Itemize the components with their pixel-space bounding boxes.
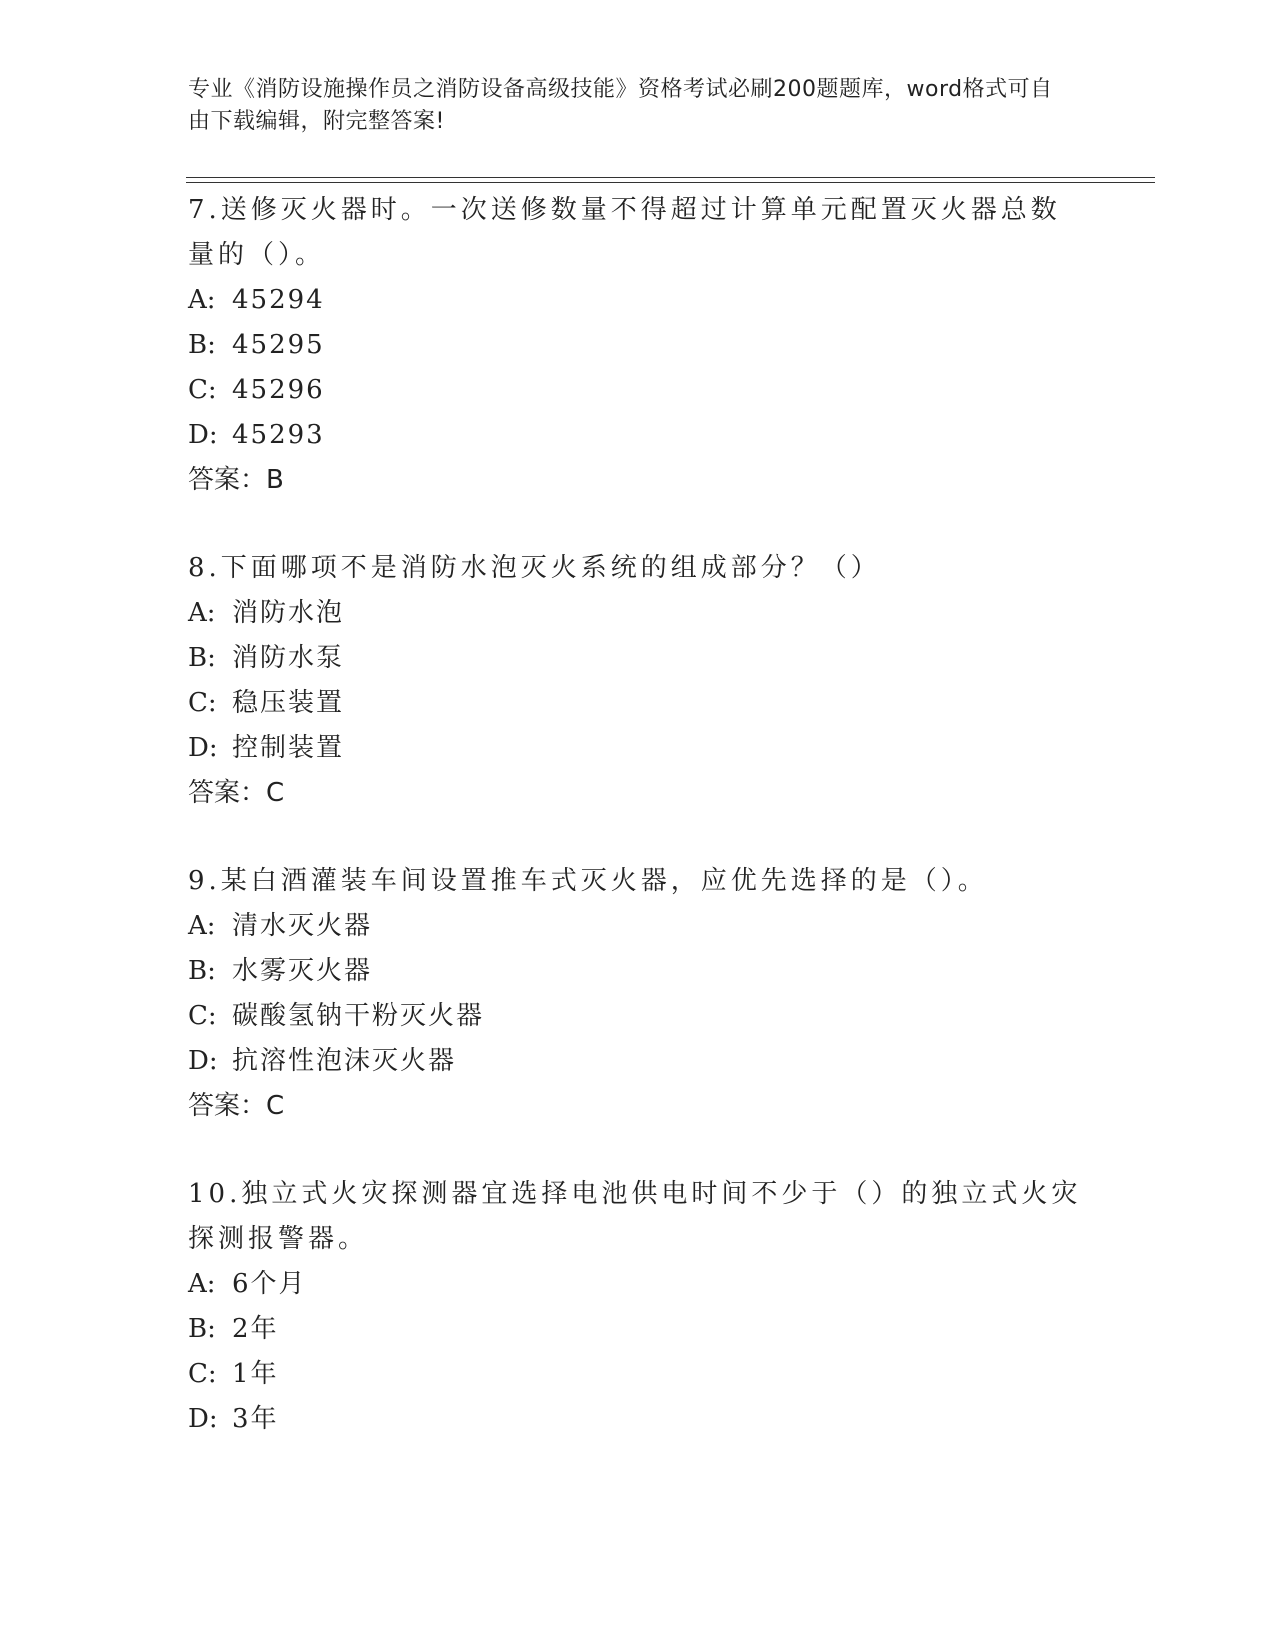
question-10 (188, 1172, 1088, 1442)
option-text: 稳压装置 (232, 688, 345, 718)
answer-line: 答案：C (188, 778, 285, 808)
question-text: 8.下面哪项不是消防水泡灭火系统的组成部分？（） (188, 553, 881, 583)
option-letter: A: (188, 285, 216, 315)
question-text: 10.独立式火灾探测器宜选择电池供电时间不少于（）的独立式火灾探测报警器。 (188, 1179, 1082, 1254)
option-letter: C: (188, 375, 217, 405)
option-letter: A: (188, 1269, 216, 1299)
header-divider-top (186, 177, 1155, 178)
option-text: 抗溶性泡沫灭火器 (232, 1046, 457, 1076)
option-a (188, 591, 1088, 636)
option-b (188, 323, 1088, 368)
option-c (188, 681, 1088, 726)
option-letter: D: (188, 1046, 218, 1076)
option-text: 45296 (232, 375, 325, 405)
option-text: 6个月 (232, 1269, 307, 1299)
option-letter: C: (188, 688, 217, 718)
option-letter: B: (188, 1314, 216, 1344)
option-text: 水雾灭火器 (232, 956, 373, 986)
option-b (188, 1307, 1088, 1352)
question-7 (188, 188, 1088, 503)
option-d (188, 1039, 1088, 1084)
option-a (188, 278, 1088, 323)
option-text: 45294 (232, 285, 325, 315)
option-text: 消防水泵 (232, 643, 345, 673)
question-list (188, 188, 1088, 1485)
option-text: 2年 (232, 1314, 279, 1344)
option-c (188, 994, 1088, 1039)
question-8 (188, 546, 1088, 816)
option-letter: A: (188, 911, 216, 941)
option-text: 45293 (232, 420, 325, 450)
answer-line: 答案：C (188, 1091, 285, 1121)
option-a (188, 904, 1088, 949)
option-text: 1年 (232, 1359, 279, 1389)
option-text: 3年 (232, 1404, 279, 1434)
option-d (188, 413, 1088, 458)
header-divider-bottom (186, 182, 1155, 183)
option-letter: C: (188, 1359, 217, 1389)
option-d (188, 726, 1088, 771)
option-text: 消防水泡 (232, 598, 345, 628)
question-9 (188, 859, 1088, 1129)
option-letter: B: (188, 330, 216, 360)
answer-line: 答案：B (188, 465, 284, 495)
option-letter: B: (188, 643, 216, 673)
option-text: 控制装置 (232, 733, 345, 763)
option-d (188, 1397, 1088, 1442)
option-c (188, 368, 1088, 413)
option-text: 碳酸氢钠干粉灭火器 (232, 1001, 485, 1031)
option-letter: A: (188, 598, 216, 628)
option-letter: C: (188, 1001, 217, 1031)
option-letter: B: (188, 956, 216, 986)
option-c (188, 1352, 1088, 1397)
option-text: 45295 (232, 330, 325, 360)
option-text: 清水灭火器 (232, 911, 373, 941)
document-header: 专业《消防设施操作员之消防设备高级技能》资格考试必刷200题题库，word格式可自由下载编辑，附完整答案! (188, 77, 1053, 134)
option-letter: D: (188, 733, 218, 763)
option-letter: D: (188, 1404, 218, 1434)
option-b (188, 636, 1088, 681)
question-text: 7.送修灭火器时。一次送修数量不得超过计算单元配置灭火器总数量的（）。 (188, 195, 1061, 270)
option-b (188, 949, 1088, 994)
option-letter: D: (188, 420, 218, 450)
option-a (188, 1262, 1088, 1307)
question-text: 9.某白酒灌装车间设置推车式灭火器，应优先选择的是（）。 (188, 866, 988, 896)
